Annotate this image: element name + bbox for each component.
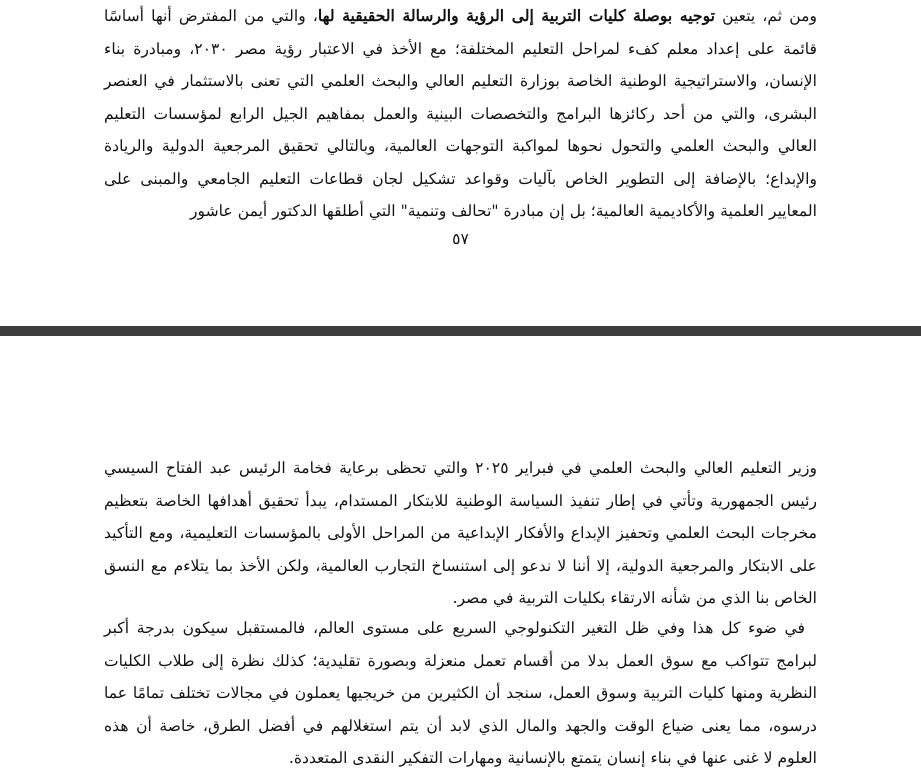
- paragraph-body-text: ، والتي من المفترض أنها أساسًا قائمة على إعداد معلم كفء لمراحل التعليم المختلفة؛ مع الأخذ في الاعتبار رؤية مصر ٢٠٣٠، ومبادرة بناء الإنسان، والاستراتيجية الوطنية الخاصة بوزارة التعليم العالي والبحث العلمي التي تعنى بالاستثمار في العنصر البشرى، والتي من أحد ركائزها البرامج والتخصصات البينية والعمل بمفاهيم الجيل الرابع لمؤسسات التعليم العالي والبحث العلمي والتحول نحوها لمواكبة التوجهات العالمية، وبالتالي تحقيق المرجعية الدولية والريادة والإبداع؛ بالإضافة إلى التطوير الخاص بآليات وقواعد تشكيل لجان قطاعات التعليم الجامعي والمبنى على المعايير العلمية والأكاديمية العالمية؛ بل إن مبادرة "تحالف وتنمية" التي أطلقها الدكتور أيمن عاشور: [104, 7, 818, 220]
- bottom-paragraph-2: في ضوء كل هذا وفي ظل التغير التكنولوجي السريع على مستوى العالم، فالمستقبل سيكون بدرجة أكبر لبرامج تتواكب مع سوق العمل بدلا من أقسام تعمل منعزلة وبصورة تقليدية؛ كذلك نظرة إلى طلاب الكليات النظرية ومنها كليات التربية وسوق العمل، سنجد أن الكثيرين من خريجيها يعملون في مجالات تختلف تمامًا عما درسوه، مما يعنى ضياع الوقت والجهد والمال الذي لابد أن يتم استغلالهم في أفضل الطرق، خاصة أن هذه العلوم لا غنى عنها في بناء إنسان يتمتع بالإنسانية ومهارات التفكير النقدى المتعددة.: [104, 619, 817, 767]
- bottom-page-fragment: [0, 342, 921, 775]
- page-number: ٥٧: [452, 230, 469, 248]
- bold-emphasis-text: توجيه بوصلة كليات التربية إلى الرؤية والرسالة الحقيقية لها: [317, 6, 715, 25]
- top-paragraph: [104, 0, 817, 228]
- bottom-paragraph-1: وزير التعليم العالي والبحث العلمي في فبراير ٢٠٢٥ والتي تحظى برعاية فخامة الرئيس عبد الفتاح السيسي رئيس الجمهورية وتأتي في إطار تنفيذ السياسة الوطنية للابتكار المستدام، يبدأ تحقيق أهدافها الخاصة بتعظيم مخرجات البحث العلمي وتحفيز الإبداع والأفكار الإبداعية من المراحل الأولى بالمؤسسات التعليمية، ومع التأكيد على الابتكار والمرجعية الدولية، إلا أننا لا ندعو إلى استنساخ التجارب العالمية، ولكن الأخذ بما يتلاءم مع النسق الخاص بنا الذي من شأنه الارتقاء بكليات التربية في مصر.: [104, 459, 818, 607]
- paragraph-intro-text: ومن ثم، يتعين: [714, 7, 817, 25]
- page-divider: [0, 326, 921, 336]
- top-page-fragment: [0, 0, 921, 262]
